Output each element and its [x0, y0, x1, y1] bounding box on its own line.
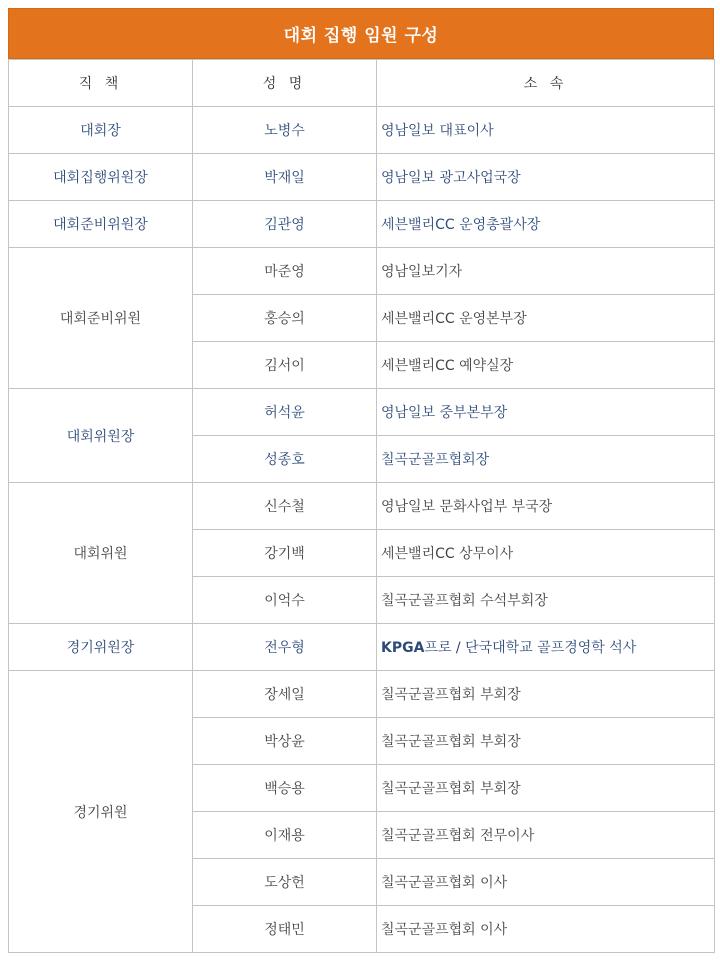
role-cell: 대회준비위원	[9, 248, 193, 389]
affiliation-cell: 영남일보기자	[377, 248, 715, 295]
affiliation-cell: 영남일보 대표이사	[377, 107, 715, 154]
affiliation-cell: 세븐밸리CC 예약실장	[377, 342, 715, 389]
table-row	[9, 483, 715, 530]
role-cell: 대회집행위원장	[9, 154, 193, 201]
name-cell: 전우형	[193, 624, 377, 671]
affiliation-cell: 세븐밸리CC 운영총괄사장	[377, 201, 715, 248]
table-title: 대회 집행 임원 구성	[8, 8, 714, 59]
name-cell: 박재일	[193, 154, 377, 201]
role-cell: 대회위원장	[9, 389, 193, 483]
name-cell: 이재용	[193, 812, 377, 859]
table-row	[9, 671, 715, 718]
name-cell: 노병수	[193, 107, 377, 154]
role-cell: 대회준비위원장	[9, 201, 193, 248]
name-cell: 마준영	[193, 248, 377, 295]
affiliation-cell: 칠곡군골프협회 이사	[377, 906, 715, 953]
affiliation-cell: 칠곡군골프협회 부회장	[377, 765, 715, 812]
affiliation-cell: 칠곡군골프협회 전무이사	[377, 812, 715, 859]
table-row	[9, 107, 715, 154]
affiliation-emphasis: KPGA	[381, 640, 425, 656]
affiliation-cell: 세븐밸리CC 운영본부장	[377, 295, 715, 342]
name-cell: 강기백	[193, 530, 377, 577]
role-cell: 대회위원	[9, 483, 193, 624]
role-cell: 경기위원장	[9, 624, 193, 671]
affiliation-cell: 영남일보 문화사업부 부국장	[377, 483, 715, 530]
role-cell: 대회장	[9, 107, 193, 154]
affiliation-cell: 칠곡군골프협회 수석부회장	[377, 577, 715, 624]
role-cell: 경기위원	[9, 671, 193, 953]
name-cell: 허석윤	[193, 389, 377, 436]
table-row	[9, 201, 715, 248]
affiliation-cell: 칠곡군골프협회 부회장	[377, 671, 715, 718]
name-cell: 홍승의	[193, 295, 377, 342]
name-cell: 박상윤	[193, 718, 377, 765]
name-cell: 정태민	[193, 906, 377, 953]
table-row	[9, 154, 715, 201]
officers-panel	[8, 8, 714, 953]
affiliation-cell: 칠곡군골프협회 부회장	[377, 718, 715, 765]
header-row	[9, 60, 715, 107]
table-row	[9, 389, 715, 436]
name-cell: 성종호	[193, 436, 377, 483]
name-cell: 장세일	[193, 671, 377, 718]
header-affiliation: 소 속	[377, 60, 715, 107]
name-cell: 도상헌	[193, 859, 377, 906]
name-cell: 신수철	[193, 483, 377, 530]
header-position: 직 책	[9, 60, 193, 107]
affiliation-cell: 영남일보 광고사업국장	[377, 154, 715, 201]
affiliation-cell: 영남일보 중부본부장	[377, 389, 715, 436]
affiliation-cell: 칠곡군골프협회 이사	[377, 859, 715, 906]
name-cell: 김서이	[193, 342, 377, 389]
name-cell: 백승용	[193, 765, 377, 812]
affiliation-cell: KPGA프로 / 단국대학교 골프경영학 석사	[377, 624, 715, 671]
table-row	[9, 248, 715, 295]
affiliation-cell: 세븐밸리CC 상무이사	[377, 530, 715, 577]
name-cell: 김관영	[193, 201, 377, 248]
affiliation-cell: 칠곡군골프협회장	[377, 436, 715, 483]
header-name: 성 명	[193, 60, 377, 107]
table-row	[9, 624, 715, 671]
name-cell: 이억수	[193, 577, 377, 624]
officers-table	[8, 59, 715, 953]
